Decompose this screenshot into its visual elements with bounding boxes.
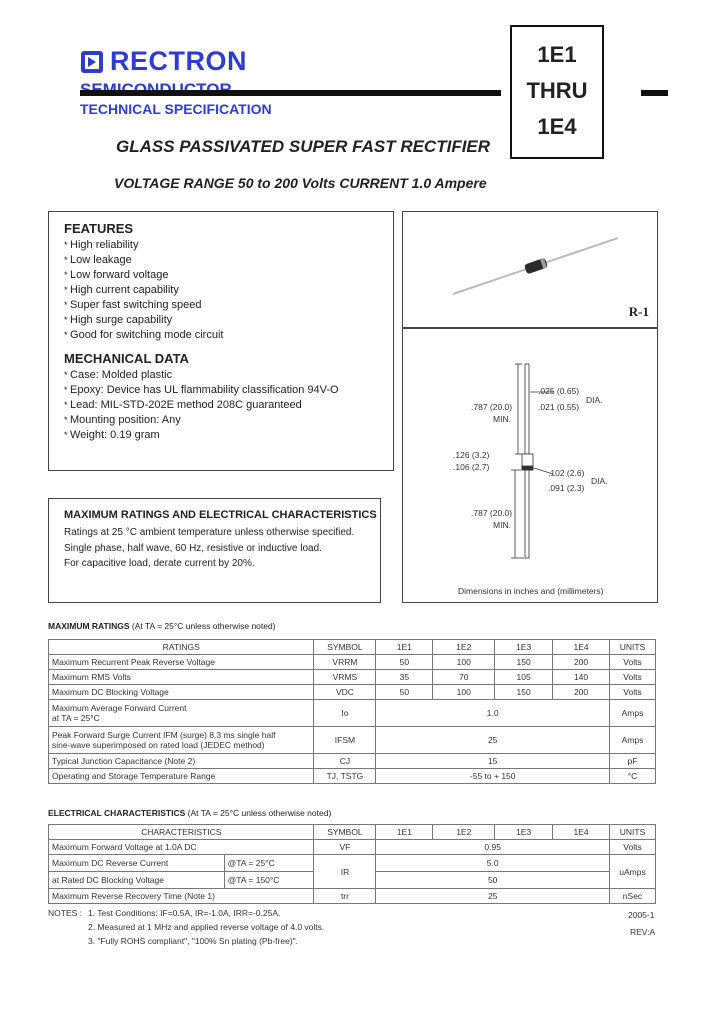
table-row bbox=[49, 685, 656, 700]
part-first: 1E1 bbox=[537, 42, 577, 67]
header-rule-left bbox=[80, 90, 501, 96]
row-value: 100 bbox=[433, 685, 495, 700]
package-image-box bbox=[402, 211, 658, 329]
max-ratings-table bbox=[48, 639, 656, 784]
part-last: 1E4 bbox=[537, 114, 577, 139]
header-cell: UNITS bbox=[610, 640, 656, 655]
row-value: 140 bbox=[553, 670, 610, 685]
row-value: -55 to + 150 bbox=[376, 769, 610, 784]
row-value: 5.0 bbox=[376, 855, 610, 872]
features-box bbox=[48, 211, 394, 471]
table-row bbox=[49, 670, 656, 685]
row-unit: Volts bbox=[610, 670, 656, 685]
diode-photo-icon bbox=[443, 230, 623, 300]
row-unit: °C bbox=[610, 769, 656, 784]
row-symbol: VRRM bbox=[314, 655, 376, 670]
row-value: 15 bbox=[376, 754, 610, 769]
row-label: Maximum RMS Volts bbox=[49, 670, 314, 685]
row-condition: @TA = 25°C bbox=[224, 855, 314, 872]
row-value: 25 bbox=[376, 727, 610, 754]
table-row bbox=[49, 754, 656, 769]
row-value: 200 bbox=[553, 655, 610, 670]
row-value: 150 bbox=[495, 685, 553, 700]
ratings-info-body bbox=[64, 525, 354, 572]
row-unit: nSec bbox=[609, 889, 655, 904]
row-condition: @TA = 150°C bbox=[224, 872, 314, 889]
row-symbol: IFSM bbox=[314, 727, 376, 754]
row-value: 100 bbox=[433, 655, 495, 670]
ratings-info-box bbox=[48, 498, 381, 603]
row-label: Maximum Recurrent Peak Reverse Voltage bbox=[49, 655, 314, 670]
row-label: Maximum Average Forward Current at TA = 25°C bbox=[49, 700, 314, 727]
package-label: R-1 bbox=[628, 304, 649, 319]
lead-length-top-min: MIN. bbox=[493, 414, 511, 424]
mechanical-item: * Lead: MIL-STD-202E method 208C guaranteed bbox=[64, 398, 339, 413]
row-unit: Amps bbox=[610, 700, 656, 727]
row-symbol: IR bbox=[314, 855, 376, 889]
notes-lead: NOTES : bbox=[48, 908, 83, 918]
dimension-drawing-icon bbox=[403, 328, 657, 602]
row-value: 50 bbox=[376, 685, 433, 700]
mechanical-item: * Epoxy: Device has UL flammability classification 94V-O bbox=[64, 383, 339, 398]
row-value: 200 bbox=[553, 685, 610, 700]
row-symbol: VRMS bbox=[314, 670, 376, 685]
brand-name: RECTRON bbox=[110, 46, 247, 76]
feature-item: * Good for switching mode circuit bbox=[64, 328, 223, 343]
elec-title: ELECTRICAL CHARACTERISTICS (At TA = 25°C unless otherwise noted) bbox=[48, 808, 332, 818]
table-row bbox=[49, 840, 656, 855]
row-label: at Rated DC Blocking Voltage bbox=[49, 872, 225, 889]
header-cell: RATINGS bbox=[49, 640, 314, 655]
row-label: Maximum DC Reverse Current bbox=[49, 855, 225, 872]
row-value: 50 bbox=[376, 872, 610, 889]
header-cell: SYMBOL bbox=[314, 825, 376, 840]
lead-length-bottom-min: MIN. bbox=[493, 520, 511, 530]
lead-length-top: .787 (20.0) bbox=[471, 402, 513, 412]
body-dia-min: .091 (2.3) bbox=[548, 483, 585, 493]
row-value: 150 bbox=[495, 655, 553, 670]
table-row bbox=[49, 769, 656, 784]
page-subtitle: VOLTAGE RANGE 50 to 200 Volts CURRENT 1.0 Ampere bbox=[114, 175, 487, 191]
row-value: 0.95 bbox=[376, 840, 610, 855]
page-title: GLASS PASSIVATED SUPER FAST RECTIFIER bbox=[116, 137, 491, 156]
table-row bbox=[49, 655, 656, 670]
ratings-info-line: Ratings at 25 °C ambient temperature unless otherwise specified. bbox=[64, 527, 355, 538]
header-cell: CHARACTERISTICS bbox=[49, 825, 314, 840]
dimension-drawing-box bbox=[402, 327, 658, 603]
table-header-row bbox=[49, 825, 656, 840]
note-item: 2. Measured at 1 MHz and applied reverse voltage of 4.0 volts. bbox=[88, 922, 325, 932]
row-value: 1.0 bbox=[376, 700, 610, 727]
header-cell: 1E3 bbox=[495, 825, 553, 840]
body-length-max: .126 (3.2) bbox=[453, 450, 490, 460]
row-unit: Volts bbox=[610, 685, 656, 700]
mechanical-item: * Weight: 0.19 gram bbox=[64, 428, 339, 443]
row-value: 50 bbox=[376, 655, 433, 670]
lead-dia-label: DIA. bbox=[586, 395, 603, 405]
row-value: 25 bbox=[376, 889, 610, 904]
lead-dia-max: .025 (0.65) bbox=[538, 386, 580, 396]
note-item: 3. "Fully ROHS compliant", "100% Sn plating (Pb-free)". bbox=[88, 936, 299, 946]
row-value: 35 bbox=[376, 670, 433, 685]
row-symbol: TJ, TSTG bbox=[314, 769, 376, 784]
header-cell: SYMBOL bbox=[314, 640, 376, 655]
mechanical-heading: MECHANICAL DATA bbox=[64, 351, 189, 366]
header-cell: 1E2 bbox=[433, 640, 495, 655]
row-unit: Amps bbox=[610, 727, 656, 754]
row-symbol: VF bbox=[314, 840, 376, 855]
ratings-info-line: Single phase, half wave, 60 Hz, resistive or inductive load. bbox=[64, 542, 322, 554]
ratings-info-heading: MAXIMUM RATINGS AND ELECTRICAL CHARACTERISTICS bbox=[64, 509, 377, 521]
row-label: Peak Forward Surge Current IFM (surge) 8.3 ms single half sine-wave superimposed on rated load (JEDEC method) bbox=[49, 727, 314, 754]
header-cell: 1E1 bbox=[376, 825, 433, 840]
row-label: Maximum Reverse Recovery Time (Note 1) bbox=[49, 889, 314, 904]
header-rule-right bbox=[641, 90, 668, 96]
header-cell: UNITS bbox=[609, 825, 655, 840]
part-number-box bbox=[510, 25, 604, 159]
row-unit: pF bbox=[610, 754, 656, 769]
feature-item: * Low leakage bbox=[64, 253, 223, 268]
body-length-min: .106 (2.7) bbox=[453, 462, 490, 472]
rectron-logo-icon bbox=[80, 50, 104, 74]
row-label: Operating and Storage Temperature Range bbox=[49, 769, 314, 784]
body-dia-max: .102 (2.6) bbox=[548, 468, 585, 478]
doc-revision: REV:A bbox=[630, 927, 656, 937]
row-label: Maximum Forward Voltage at 1.0A DC bbox=[49, 840, 314, 855]
feature-item: * Low forward voltage bbox=[64, 268, 223, 283]
features-heading: FEATURES bbox=[64, 221, 134, 236]
doc-date: 2005-1 bbox=[628, 910, 655, 920]
header-cell: 1E2 bbox=[433, 825, 495, 840]
row-unit: Volts bbox=[609, 840, 655, 855]
ratings-info-line: For capacitive load, derate current by 20%. bbox=[64, 558, 255, 569]
mechanical-item: * Case: Molded plastic bbox=[64, 368, 339, 383]
row-unit: uAmps bbox=[609, 855, 655, 889]
row-label: Typical Junction Capacitance (Note 2) bbox=[49, 754, 314, 769]
header-cell: 1E4 bbox=[553, 825, 610, 840]
elec-table bbox=[48, 824, 656, 904]
row-unit: Volts bbox=[610, 655, 656, 670]
header-cell: 1E4 bbox=[553, 640, 610, 655]
max-ratings-title: MAXIMUM RATINGS (At TA = 25°C unless otherwise noted) bbox=[48, 621, 276, 631]
row-symbol: VDC bbox=[314, 685, 376, 700]
header-cell: 1E1 bbox=[376, 640, 433, 655]
body-dia-label: DIA. bbox=[591, 476, 608, 486]
dimension-caption: Dimensions in inches and (millimeters) bbox=[458, 586, 604, 596]
part-thru: THRU bbox=[526, 78, 588, 103]
row-value: 70 bbox=[433, 670, 495, 685]
table-row bbox=[49, 855, 656, 872]
table-row bbox=[49, 889, 656, 904]
table-header-row bbox=[49, 640, 656, 655]
feature-item: * High surge capability bbox=[64, 313, 223, 328]
table-row bbox=[49, 700, 656, 727]
row-value: 105 bbox=[495, 670, 553, 685]
mechanical-item: * Mounting position: Any bbox=[64, 413, 339, 428]
feature-item: * High reliability bbox=[64, 238, 223, 253]
row-symbol: trr bbox=[314, 889, 376, 904]
row-label: Maximum DC Blocking Voltage bbox=[49, 685, 314, 700]
header-cell: 1E3 bbox=[495, 640, 553, 655]
lead-length-bottom: .787 (20.0) bbox=[471, 508, 513, 518]
lead-dia-min: .021 (0.55) bbox=[538, 402, 580, 412]
features-section bbox=[64, 221, 223, 343]
mechanical-section bbox=[64, 351, 339, 443]
row-symbol: Io bbox=[314, 700, 376, 727]
feature-item: * High current capability bbox=[64, 283, 223, 298]
note-item: 1. Test Conditions: IF=0.5A, IR=-1.0A, IRR=-0.25A. bbox=[88, 908, 281, 918]
row-symbol: CJ bbox=[314, 754, 376, 769]
brand-tech-spec: TECHNICAL SPECIFICATION bbox=[80, 101, 272, 117]
table-row bbox=[49, 727, 656, 754]
feature-item: * Super fast switching speed bbox=[64, 298, 223, 313]
